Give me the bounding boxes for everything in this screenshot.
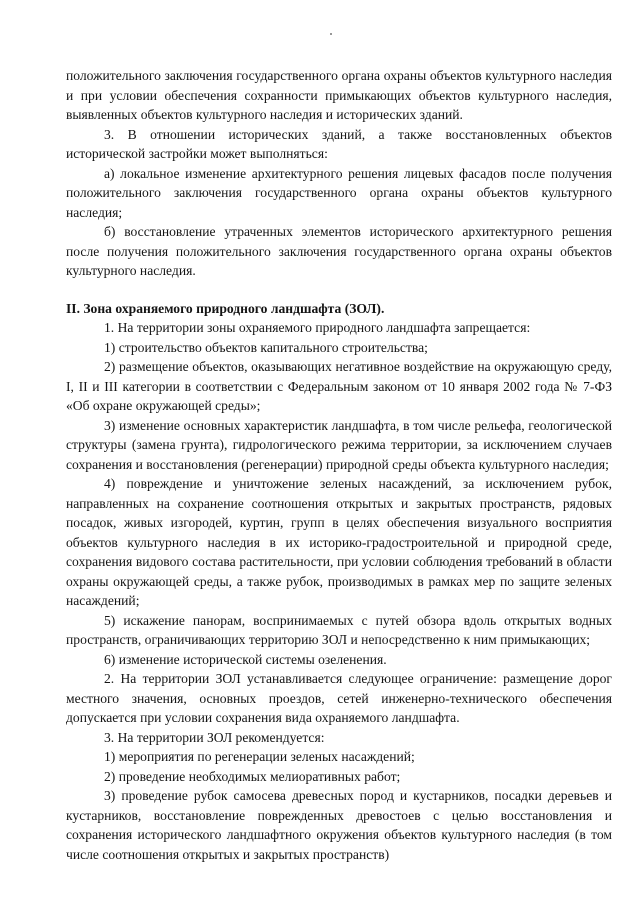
paragraph: 3. На территории ЗОЛ рекомендуется: <box>104 729 325 745</box>
paragraph: 2. На территории ЗОЛ устанавливается следующее ограничение: размещение дорог местного значения, основных проездов, сетей инженерно-технического обеспечения допускается при условии сохранения вида охраняемого ландшафта. <box>66 671 612 725</box>
paragraph: 3. В отношении исторических зданий, а также восстановленных объектов исторической застройки может выполняться: <box>66 126 612 161</box>
document-body <box>66 66 612 864</box>
paragraph: 6) изменение исторической системы озеленения. <box>104 651 387 667</box>
paragraph: положительного заключения государственного органа охраны объектов культурного наследия и при условии обеспечения сохранности примыкающих объектов культурного наследия, выявленных объектов культурного наследия и исторических зданий. <box>66 68 612 122</box>
paragraph: 3) проведение рубок самосева древесных пород и кустарников, посадки деревьев и кустарников, восстановление поврежденных древостоев с целью восстановления и сохранения исторического ландшафтного окружения объектов культурного наследия (в том числе соотношения открытых и закрытых пространств) <box>66 788 612 862</box>
scan-dot-mark <box>330 33 332 35</box>
paragraph: 5) искажение панорам, воспринимаемых с путей обзора вдоль открытых водных пространств, ограничивающих территорию ЗОЛ и непосредственно к ним примыкающих; <box>66 612 612 647</box>
section-heading: II. Зона охраняемого природного ландшафта (ЗОЛ). <box>66 300 385 316</box>
paragraph: 1) строительство объектов капитального строительства; <box>104 339 428 355</box>
paragraph: 2) размещение объектов, оказывающих негативное воздействие на окружающую среду, I, II и III категории в соответствии с Федеральным законом от 10 января 2002 года № 7-ФЗ «Об охране окружающей среды»; <box>66 359 612 413</box>
paragraph: 1) мероприятия по регенерации зеленых насаждений; <box>104 749 415 764</box>
paragraphs-before-section <box>66 66 612 281</box>
section-paragraphs <box>66 318 612 864</box>
paragraph: а) локальное изменение архитектурного решения лицевых фасадов после получения положительного заключения государственного органа охраны объектов культурного наследия; <box>66 165 612 220</box>
paragraph: 3) изменение основных характеристик ландшафта, в том числе рельефа, геологической структуры (замена грунта), гидрологического режима территории, за исключением случаев сохранения и восстановления (регенерации) природной среды объекта культурного наследия; <box>66 417 612 472</box>
paragraph: 2) проведение необходимых мелиоративных работ; <box>104 768 401 784</box>
paragraph: 1. На территории зоны охраняемого природного ландшафта запрещается: <box>104 320 531 335</box>
paragraph: б) восстановление утраченных элементов исторического архитектурного решения после получения положительного заключения государственного органа охраны объектов культурного наследия. <box>66 224 612 278</box>
paragraph: 4) повреждение и уничтожение зеленых насаждений, за исключением рубок, направленных на сохранение соотношения открытых и закрытых пространств, рядовых посадок, живых изгородей, куртин, групп в целях обеспечения визуального восприятия объектов культурного наследия в их историко-градостроительной и природной среде, сохранения видового состава растительности, при условии соблюдения требований в области охраны окружающей среды, а также рубок, производимых в рамках мер по защите зеленых насаждений; <box>66 476 612 608</box>
